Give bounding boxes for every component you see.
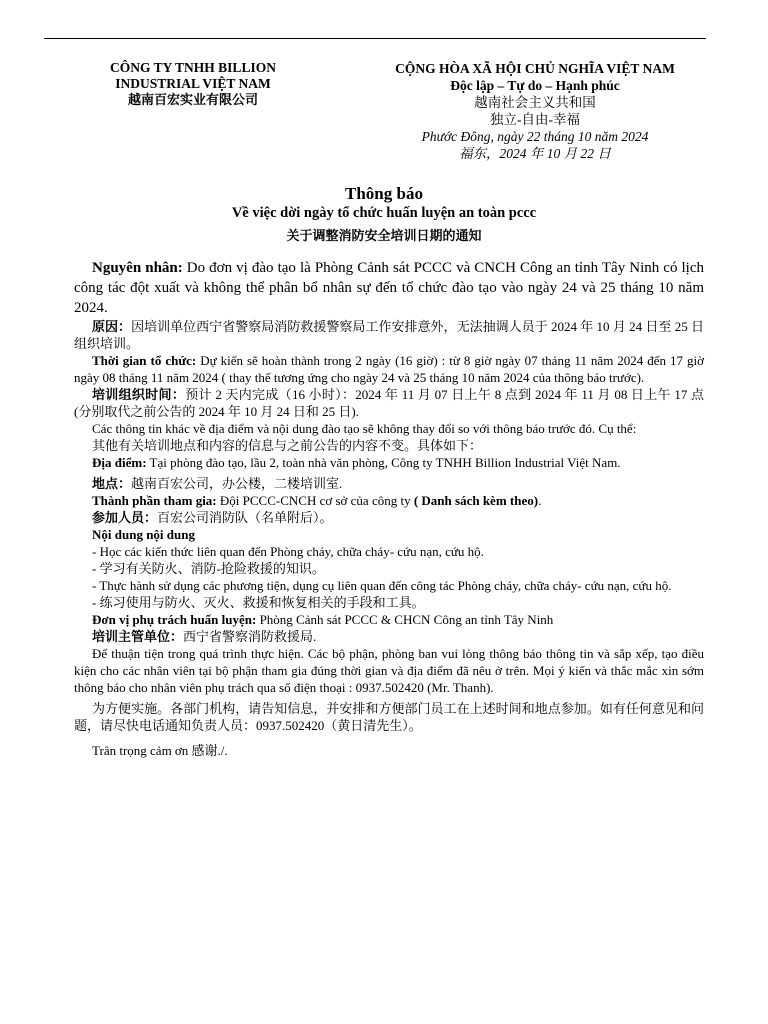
participants-paragraph [74,492,704,509]
place-date: Phước Đông, ngày 22 tháng 10 năm 2024 [421,129,649,144]
time-label: Thời gian tổ chức: [92,353,197,368]
participants-cn-label: 参加人员： [92,510,158,525]
participants-cn-paragraph [74,509,704,526]
reason-cn-text: 因培训单位西宁省警察局消防救援警察局工作安排意外，无法抽调人员于 2024 年 10 月 24 日至 25 日组织培训。 [74,319,704,351]
company-header [78,60,308,108]
reason-paragraph [74,258,704,318]
unit-cn-paragraph [74,628,704,645]
location-cn-paragraph [74,475,704,492]
unit-cn-text: 西宁省警察消防救援局. [183,629,317,644]
time-cn-paragraph [74,386,704,420]
nation-motto: Độc lập – Tự do – Hạnh phúc [450,78,620,93]
unit-cn-label: 培训主管单位： [92,629,184,644]
location-paragraph [74,454,704,471]
other-info-paragraph: Các thông tin khác về địa điểm và nội dung đào tạo sẽ không thay đổi so với thông báo trước đó. Cụ thể: [92,421,637,436]
location-text: Tại phòng đào tạo, lầu 2, toàn nhà văn phòng, Công ty TNHH Billion Industrial Việt Nam. [146,455,621,470]
location-cn-label: 地点： [92,476,132,491]
participants-text: Đội PCCC-CNCH cơ sở của công ty [216,493,414,508]
participants-list-note: ( Danh sách kèm theo) [413,493,539,508]
time-text: Dự kiến sẽ hoàn thành trong 2 ngày (16 giờ) : từ 8 giờ ngày 07 tháng 11 năm 2024 đến 17 giờ ngày 08 tháng 11 năm 2024 ( thay thế tương ứng cho ngày 24 và 25 tháng 10 năm 2024 của thông báo trước). [74,353,704,385]
company-name-cn: 越南百宏实业有限公司 [127,92,258,107]
document-body [74,258,704,759]
place-date-cn: 福东，2024 年 10 月 22 日 [459,146,611,161]
national-header [360,60,710,162]
reason-cn-label: 原因： [92,319,132,334]
location-cn-text: 越南百宏公司，办公楼，二楼培训室. [131,476,343,491]
content-item: - Thực hành sử dụng các phương tiện, dụng cụ liên quan đến công tác Phòng cháy, chữa cháy- cứu nạn, cứu hộ. [92,578,672,593]
document-subtitle-vn: Về việc dời ngày tổ chức huấn luyện an toàn pccc [231,205,537,221]
content-label: Nội dung nội dung [92,527,195,542]
participants-end: . [538,493,542,508]
closing-cn-paragraph: 为方便实施。各部门机构，请告知信息，并安排和方便部门员工在上述时间和地点参加。如有任何意见和问题，请尽快电话通知负责人员：0937.502420（黄日清先生）。 [74,701,704,733]
closing-vn-paragraph: Để thuận tiện trong quá trình thực hiện. Các bộ phận, phòng ban vui lòng thông báo thông tin và sắp xếp, tạo điều kiện cho các nhân viên tại bộ phận tham gia đúng thời gian và địa điểm đã nêu ở trên. Mọi ý kiến và thắc mắc xin sớm thông báo cho nhân viên phụ trách qua số điện thoại : 0937.502420 (Mr. Thanh). [74,646,704,695]
reason-cn-paragraph [74,318,704,352]
time-cn-text: 预计 2 天内完成（16 小时）：2024 年 11 月 07 日上午 8 点到 2024 年 11 月 08 日上午 17 点 (分别取代之前公告的 2024 年 10 月 24 日和 25 日). [74,387,704,419]
document-subtitle-cn: 关于调整消防安全培训日期的通知 [286,228,482,243]
other-info-cn-paragraph: 其他有关培训地点和内容的信息与之前公告的内容不变。具体如下： [92,438,483,453]
company-name-line2: INDUSTRIAL VIỆT NAM [115,76,271,91]
content-item: - 练习使用与防火、灭火、救援和恢复相关的手段和工具。 [92,595,425,610]
time-cn-label: 培训组织时间： [92,387,186,402]
location-label: Địa điểm: [92,455,147,470]
company-name-line1: CÔNG TY TNHH BILLION [110,60,276,75]
unit-paragraph [74,611,704,628]
content-item: - 学习有关防火、消防-抢险救援的知识。 [92,561,325,576]
unit-text: Phòng Cảnh sát PCCC & CHCN Công an tỉnh Tây Ninh [256,612,554,627]
document-title: Thông báo [345,184,423,203]
nation-title-cn: 越南社会主义共和国 [474,95,596,110]
nation-title: CỘNG HÒA XÃ HỘI CHỦ NGHĨA VIỆT NAM [395,61,675,76]
content-item: - Học các kiến thức liên quan đến Phòng cháy, chữa cháy- cứu nạn, cứu hộ. [92,544,484,559]
reason-label: Nguyên nhân: [92,260,183,276]
thanks-line: Trân trọng cảm ơn 感谢./. [92,743,228,758]
participants-cn-text: 百宏公司消防队（名单附后）。 [157,510,333,525]
unit-label: Đơn vị phụ trách huấn luyện: [92,612,257,627]
time-paragraph [74,352,704,386]
reason-text: Do đơn vị đào tạo là Phòng Cảnh sát PCCC và CNCH Công an tỉnh Tây Ninh có lịch công tác đột xuất và không thể phân bổ nhân sự đến tổ chức đào tạo vào ngày 24 và 25 tháng 10 năm 2024. [74,260,704,316]
nation-motto-cn: 独立-自由-幸福 [490,112,580,127]
top-rule [44,38,706,39]
participants-label: Thành phần tham gia: [92,493,217,508]
